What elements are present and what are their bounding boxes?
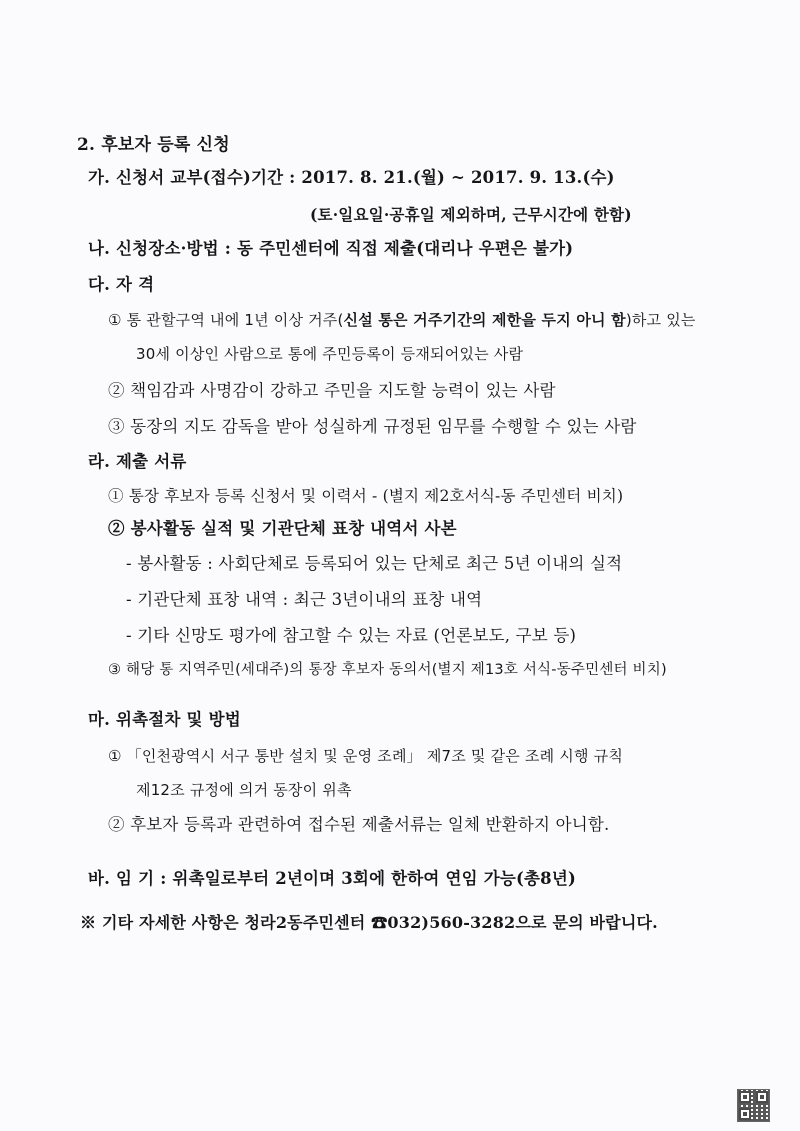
qualification-item-1-emphasis: 신설 통은 거주기간의 제한을 두지 아니 함 (343, 311, 626, 329)
appointment-item-1: ① 「인천광역시 서구 통반 설치 및 운영 조례」 제7조 및 같은 조례 시행 규칙 (108, 747, 624, 765)
qualification-item-1 (108, 309, 696, 331)
application-period-note: (토·일요일·공휴일 제외하며, 근무시간에 한함) (310, 205, 632, 224)
documents-subitem-volunteer: - 봉사활동 : 사회단체로 등록되어 있는 단체로 최근 5년 이내의 실적 (126, 554, 623, 573)
qualification-item-1-prefix: ① 통 관할구역 내에 1년 이상 거주( (108, 311, 344, 329)
documents-subitem-other: - 기타 신망도 평가에 참고할 수 있는 자료 (언론보도, 구보 등) (126, 626, 577, 645)
appointment-heading: 마. 위촉절차 및 방법 (88, 710, 241, 729)
qr-code-icon (737, 1089, 770, 1122)
qr-finder-top-right (756, 1091, 768, 1103)
qr-finder-bottom-left (739, 1108, 751, 1120)
qualification-item-3: ③ 동장의 지도 감독을 받아 성실하게 규정된 임무를 수행할 수 있는 사람 (108, 417, 637, 436)
application-place-method: 나. 신청장소·방법 : 동 주민센터에 직접 제출(대리나 우편은 불가) (88, 239, 574, 258)
qualification-heading: 다. 자 격 (88, 275, 155, 294)
appointment-item-1-continuation: 제12조 규정에 의거 동장이 위촉 (136, 781, 352, 799)
documents-item-1: ① 통장 후보자 등록 신청서 및 이력서 - (별지 제2호서식-동 주민센터 비치) (108, 487, 624, 505)
term-of-office: 바. 임 기 : 위촉일로부터 2년이며 3회에 한하여 연임 가능(총8년) (88, 869, 576, 888)
qualification-item-1-continuation: 30세 이상인 사람으로 통에 주민등록이 등재되어있는 사람 (136, 345, 524, 363)
documents-item-3: ③ 해당 통 지역주민(세대주)의 통장 후보자 동의서(별지 제13호 서식-동주민센터 비치) (108, 662, 667, 678)
section-title: 2. 후보자 등록 신청 (77, 135, 230, 155)
documents-item-2: ② 봉사활동 실적 및 기관단체 표창 내역서 사본 (108, 519, 457, 538)
qualification-item-2: ② 책임감과 사명감이 강하고 주민을 지도할 능력이 있는 사람 (108, 381, 556, 400)
contact-note: ※ 기타 자세한 사항은 청라2동주민센터 ☎032)560-3282으로 문의 바랍니다. (80, 913, 658, 932)
documents-heading: 라. 제출 서류 (88, 452, 187, 471)
qr-finder-top-left (739, 1091, 751, 1103)
documents-subitem-awards: - 기관단체 표창 내역 : 최근 3년이내의 표창 내역 (126, 590, 483, 609)
qualification-item-1-suffix: )하고 있는 (625, 311, 696, 329)
application-period: 가. 신청서 교부(접수)기간 : 2017. 8. 21.(월) ~ 2017. 9. 13.(수) (88, 168, 615, 187)
appointment-item-2: ② 후보자 등록과 관련하여 접수된 제출서류는 일체 반환하지 아니함. (108, 815, 610, 834)
